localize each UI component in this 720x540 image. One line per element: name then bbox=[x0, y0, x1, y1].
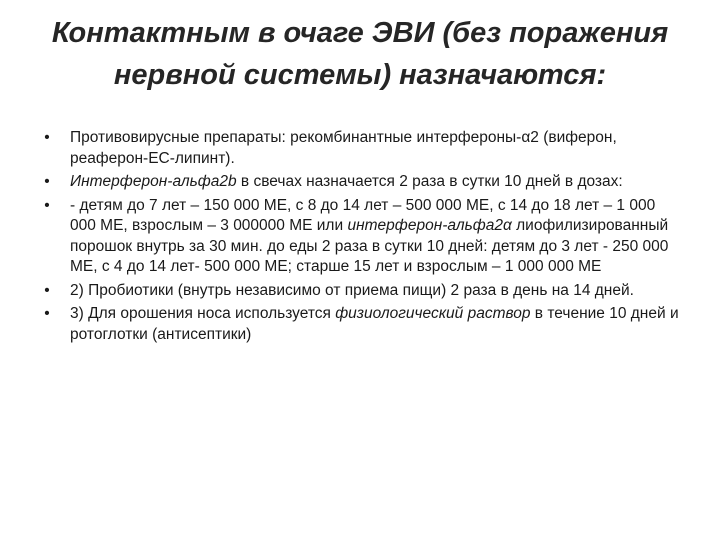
bullet-text: 2) Пробиотики (внутрь независимо от приема пищи) 2 раза в день на 14 дней. bbox=[70, 281, 634, 299]
bullet-item-interferon-alpha2b bbox=[40, 172, 680, 193]
bullet-text: - детям до 7 лет – 150 000 МЕ, с 8 до 14 лет – 500 000 МЕ, с 14 до 18 лет – 1 000 000 МЕ, взрослым – 3 000000 МЕ или bbox=[70, 196, 656, 234]
slide-title bbox=[10, 12, 710, 96]
bullet-icon: • bbox=[44, 129, 50, 146]
slide-title-line-1: Контактным в очаге ЭВИ (без поражения bbox=[51, 17, 669, 49]
bullet-list bbox=[40, 128, 680, 348]
bullet-text: лиофилизированный порошок внутрь за 30 мин. до еды 2 раза в сутки 10 дней: детям до 3 лет - 250 000 МЕ, с 4 до 14 лет- 500 000 МЕ; старше 15 лет и взрослым – 1 000 000 МЕ bbox=[70, 217, 669, 275]
saline-italic: физиологический раствор bbox=[335, 305, 531, 322]
bullet-text: в свечах назначается 2 раза в сутки 10 дней в дозах: bbox=[236, 173, 623, 190]
bullet-text: в течение 10 дней и ротоглотки (антисептики) bbox=[70, 305, 679, 343]
bullet-text: 3) Для орошения носа используется bbox=[70, 305, 336, 322]
bullet-item-dosage bbox=[40, 196, 680, 278]
bullet-icon: • bbox=[44, 173, 50, 190]
bullet-icon: • bbox=[44, 281, 50, 299]
bullet-item-probiotics bbox=[40, 281, 680, 302]
drug-name-italic: интерферон-альфа2α bbox=[347, 217, 512, 234]
drug-name-italic: Интерферон-альфа2b bbox=[70, 173, 237, 190]
bullet-item-antivirals bbox=[40, 128, 680, 169]
slide-title-line-2: нервной системы) назначаются: bbox=[113, 59, 607, 91]
bullet-icon: • bbox=[44, 305, 50, 322]
bullet-icon: • bbox=[44, 196, 50, 214]
bullet-text: Противовирусные препараты: рекомбинантные интерфероны-α2 (виферон, реаферон-ЕС-липинт). bbox=[70, 129, 617, 167]
bullet-item-nasal-irrigation bbox=[40, 304, 680, 345]
